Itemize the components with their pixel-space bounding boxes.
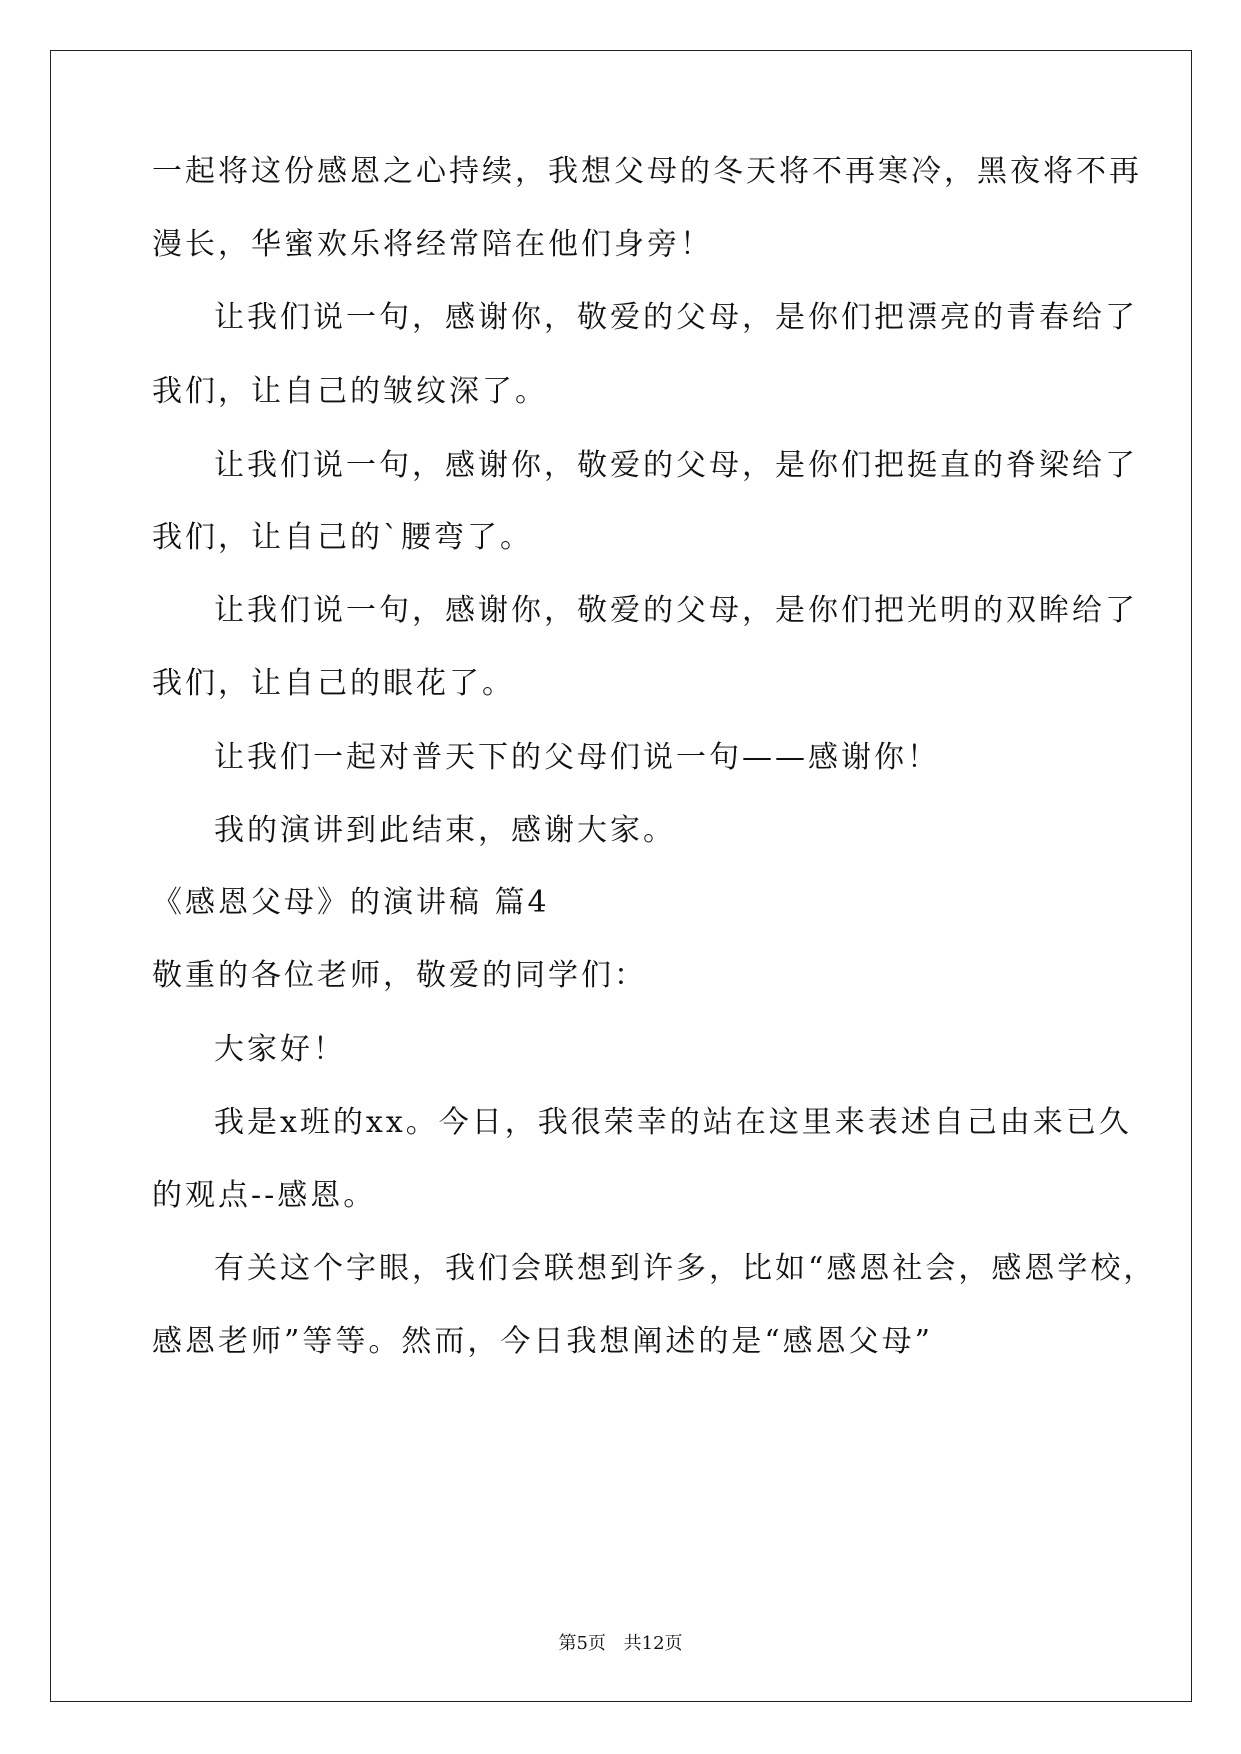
text-line: 我们，让自己的皱纹深了。 (152, 374, 548, 409)
text-line: 感恩老师”等等。然而，今日我想阐述的是“感恩父母” (152, 1324, 934, 1359)
text-line: 一起将这份感恩之心持续，我想父母的冬天将不再寒冷，黑夜将不再 (152, 154, 1142, 189)
paragraph-line: 让我们一起对普天下的父母们说一句——感谢你！ (214, 740, 940, 775)
paragraph-line: 让我们说一句，感谢你，敬爱的父母，是你们把漂亮的青春给了 (214, 300, 1138, 335)
text-line: 我们，让自己的眼花了。 (152, 666, 515, 701)
page-number: 第5页 (558, 1633, 606, 1654)
section-heading: 《感恩父母》的演讲稿 篇4 (152, 885, 550, 920)
salutation-line: 敬重的各位老师，敬爱的同学们： (152, 958, 647, 993)
paragraph-line: 让我们说一句，感谢你，敬爱的父母，是你们把挺直的脊梁给了 (214, 448, 1138, 483)
greeting-line: 大家好！ (214, 1032, 346, 1067)
text-line: 的观点--感恩。 (152, 1178, 377, 1213)
paragraph-line: 我是x班的xx。今日，我很荣幸的站在这里来表述自己由来已久 (214, 1105, 1132, 1140)
text-line: 漫长，华蜜欢乐将经常陪在他们身旁！ (152, 227, 713, 262)
text-line: 我们，让自己的`腰弯了。 (152, 520, 533, 555)
page-footer (0, 1632, 1241, 1656)
paragraph-line: 让我们说一句，感谢你，敬爱的父母，是你们把光明的双眸给了 (214, 593, 1138, 628)
paragraph-line: 我的演讲到此结束，感谢大家。 (214, 813, 676, 848)
page-total: 共12页 (623, 1633, 683, 1654)
paragraph-line: 有关这个字眼，我们会联想到许多，比如“感恩社会，感恩学校， (214, 1251, 1157, 1286)
